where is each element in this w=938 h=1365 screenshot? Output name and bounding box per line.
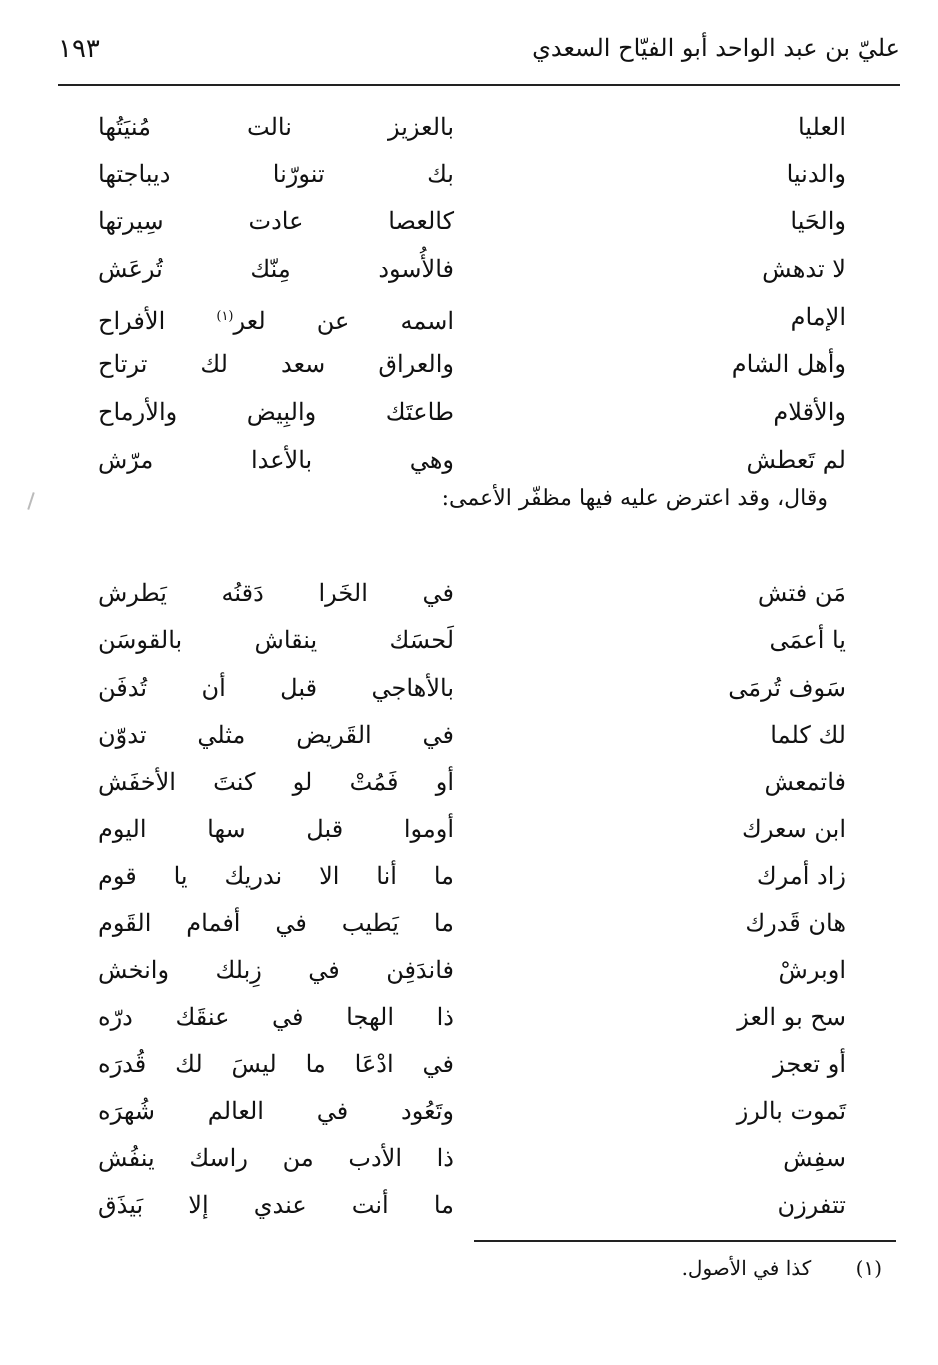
verse-left-hemistich: بالأهاجي قبل أن تُدفَن <box>98 674 454 702</box>
verse-line <box>0 617 938 663</box>
verse-left-hemistich <box>98 294 454 344</box>
header-rule <box>58 84 900 86</box>
verse-line <box>0 246 938 292</box>
verse-right-hemistich: هان قَدرك <box>745 909 846 937</box>
verse-left-hemistich: أوموا قبل سها اليوم <box>98 815 454 843</box>
verse-right-hemistich: سَوف تُرمَى <box>728 674 846 702</box>
verse-right-hemistich: العليا <box>797 113 846 141</box>
verse-right-hemistich: والحَيا <box>790 207 846 235</box>
verse-line <box>0 853 938 899</box>
verse-right-hemistich: لم تَعطش <box>746 446 846 474</box>
verse-right-hemistich: يا أعمَى <box>769 626 846 654</box>
footnote-reference: (١) <box>216 309 234 324</box>
running-title: عليّ بن عبد الواحد أبو الفيّاح السعدي <box>532 34 900 62</box>
verse-right-hemistich: سفِش <box>783 1144 846 1172</box>
verse-text: اسمه عن لعر <box>233 307 454 335</box>
verse-line <box>0 389 938 435</box>
verse-line <box>0 1088 938 1134</box>
verse-left-hemistich: فاندَفِن في زِبلك وانخش <box>98 956 454 984</box>
verse-right-hemistich: مَن فتش <box>757 579 846 607</box>
footnote-number: (١) <box>855 1256 882 1280</box>
verse-right-hemistich: والأقلام <box>773 398 846 426</box>
verse-line <box>0 947 938 993</box>
verse-left-hemistich: بالعزيز نالت مُنيَتُها <box>98 113 454 141</box>
verse-left-hemistich: كالعصا عادت سِيرتها <box>98 207 454 235</box>
verse-right-hemistich: ابن سعرك <box>742 815 846 843</box>
verse-right-hemistich: سح بو العز <box>737 1003 846 1031</box>
prose-intro: وقال، وقد اعترض عليه فيها مظفّر الأعمى: <box>441 486 828 511</box>
verse-line <box>0 294 938 340</box>
verse-right-hemistich: فاتمعش <box>764 768 846 796</box>
verse-right-hemistich: تتفرزن <box>777 1191 846 1219</box>
verse-left-hemistich: طاعتَك والبِيض والأرماح <box>98 398 454 426</box>
verse-line <box>0 341 938 387</box>
verse-left-hemistich: أو فَمُتْ لو كنتَ الأخفَش <box>98 768 454 796</box>
verse-right-hemistich: وأهل الشام <box>731 350 846 378</box>
footnote-rule <box>474 1240 896 1242</box>
verse-left-hemistich: ذا الهجا في عنقَك درّه <box>98 1003 454 1031</box>
verse-left-hemistich: ما أنا الا ندريك يا قوم <box>98 862 454 890</box>
verse-right-hemistich: لك كلما <box>770 721 846 749</box>
verse-line <box>0 1041 938 1087</box>
verse-left-hemistich: وهي بالأعدا مرّش <box>98 446 454 474</box>
verse-line <box>0 759 938 805</box>
verse-right-hemistich: اوبرشْ <box>778 956 846 984</box>
verse-right-hemistich: الإمام <box>790 303 846 331</box>
verse-left-hemistich: لَحسَك ينقاش بالقوسَن <box>98 626 454 654</box>
verse-left-hemistich: وتَعُود في العالم شُهرَه <box>98 1097 454 1125</box>
margin-mark <box>27 492 34 510</box>
verse-line <box>0 437 938 483</box>
verse-right-hemistich: تَموت بالرز <box>736 1097 846 1125</box>
verse-left-hemistich: في الخَرا دَقنُه يَطرش <box>98 579 454 607</box>
verse-line <box>0 1182 938 1228</box>
footnote <box>682 1256 882 1280</box>
verse-line <box>0 198 938 244</box>
verse-right-hemistich: أو تعجز <box>773 1050 846 1078</box>
verse-line <box>0 104 938 150</box>
verse-left-hemistich: في ادْعَا ما ليسَ لك قُدرَه <box>98 1050 454 1078</box>
verse-right-hemistich: لا تدهش <box>762 255 846 283</box>
verse-left-hemistich: ذا الأدب من راسك ينفُش <box>98 1144 454 1172</box>
verse-line <box>0 900 938 946</box>
verse-text: الأفراح <box>98 307 217 335</box>
verse-right-hemistich: زاد أمرك <box>756 862 846 890</box>
page-header <box>58 34 900 84</box>
verse-line <box>0 806 938 852</box>
verse-left-hemistich: فالأُسود مِنّك تُرعَش <box>98 255 454 283</box>
verse-left-hemistich: بك تنورّنا ديباجتها <box>98 160 454 188</box>
footnote-text: كذا في الأصول. <box>681 1256 812 1280</box>
verse-line <box>0 1135 938 1181</box>
verse-left-hemistich: ما يَطيب في أفمام القَوم <box>98 909 454 937</box>
verse-right-hemistich: والدنيا <box>786 160 846 188</box>
verse-line <box>0 994 938 1040</box>
verse-line <box>0 151 938 197</box>
page-number: ١٩٣ <box>58 34 100 64</box>
verse-line <box>0 712 938 758</box>
verse-left-hemistich: ما أنت عندي إلا بَيذَق <box>98 1191 454 1219</box>
verse-left-hemistich: في القَريض مثلي تدوّن <box>98 721 454 749</box>
verse-line <box>0 570 938 616</box>
verse-left-hemistich: والعراق سعد لك ترتاح <box>98 350 454 378</box>
verse-line <box>0 665 938 711</box>
